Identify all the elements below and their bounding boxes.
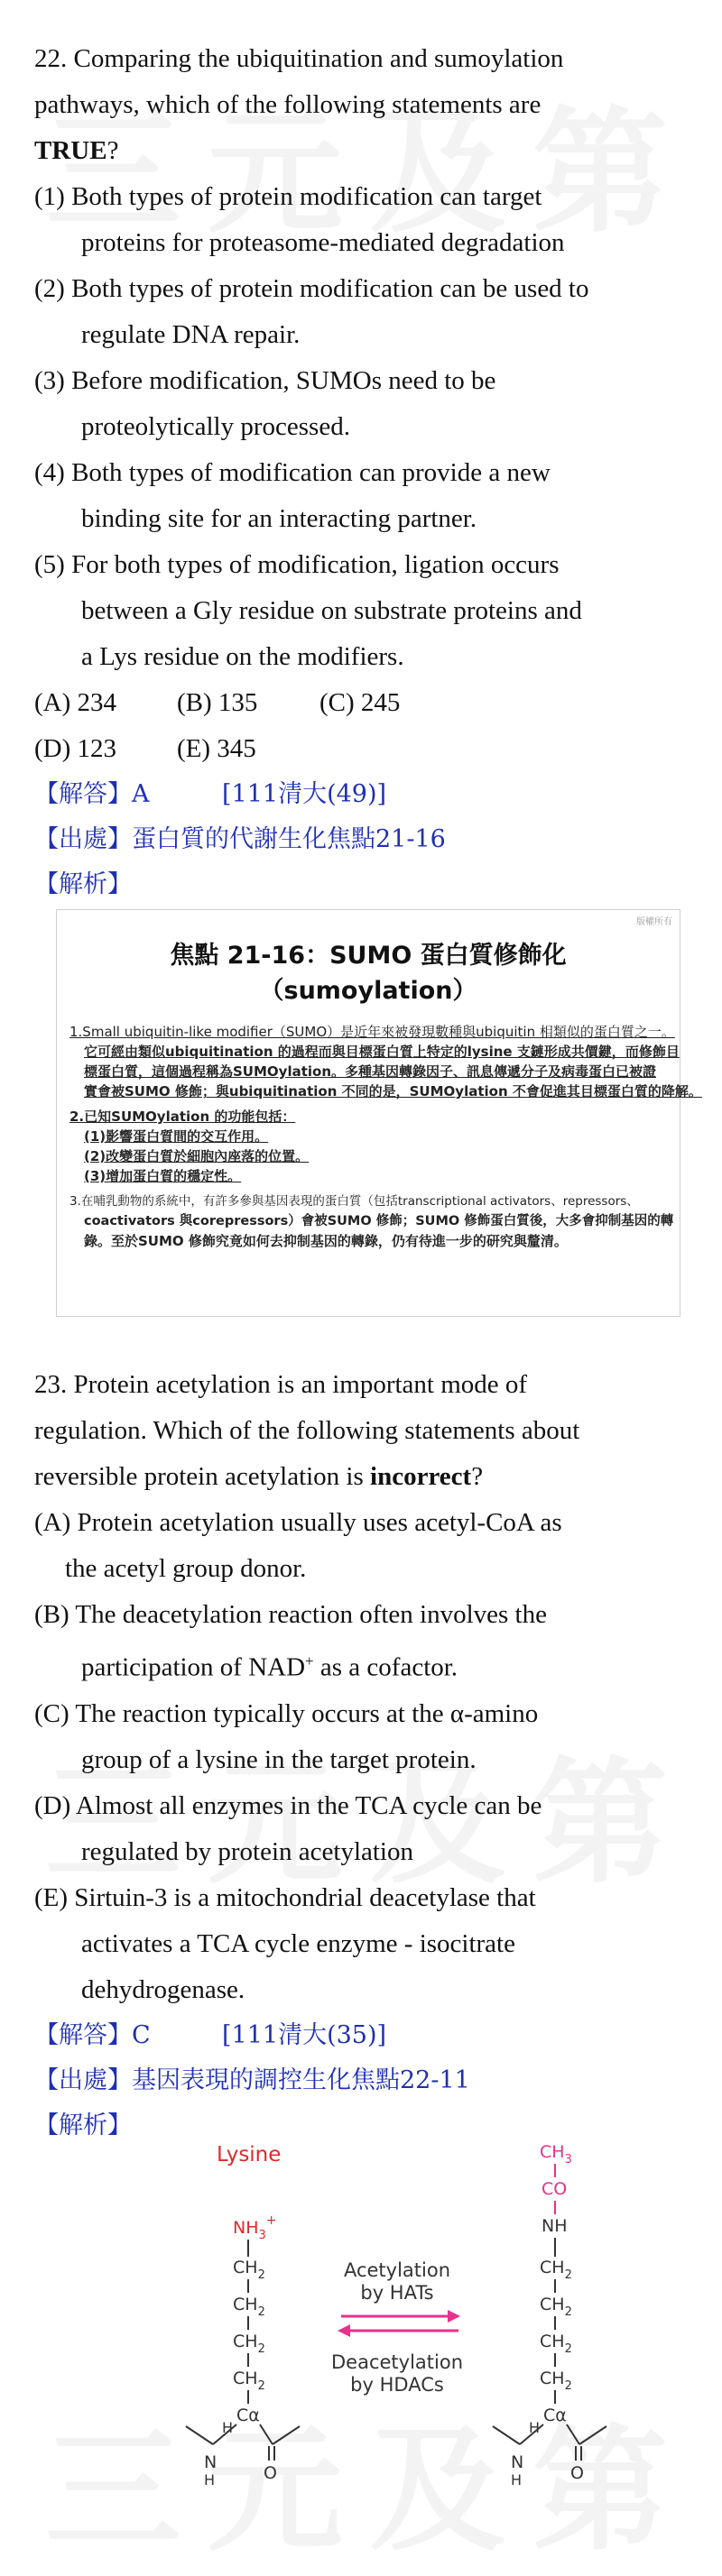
o-atom: O [264, 2463, 277, 2483]
n-atom: N [511, 2452, 524, 2472]
option-b-cont: participation of NAD+ as a cofactor. [81, 1652, 458, 1682]
answer-label: 【解答】 [34, 2020, 132, 2049]
figure-line: 1.Small ubiquitin-like modifier（SUMO）是近年來被發現數種與ubiquitin 相類似的蛋白質之一。 [69, 1024, 675, 1040]
origin-value: 蛋白質的代謝生化焦點21-16 [132, 825, 446, 853]
option-b: (B) The deacetylation reaction often involves the [34, 1600, 547, 1629]
ch2-group: $CH_2$ [233, 2258, 265, 2282]
analysis-label: 【解析】 [34, 870, 132, 898]
acetyllysine-side-chain [493, 2142, 606, 2489]
co-group: CO [542, 2179, 568, 2199]
origin-label: 【出處】 [34, 825, 132, 853]
statement-1: (1) Both types of protein modification can target [34, 182, 542, 211]
option-d: (D) Almost all enzymes in the TCA cycle can be [34, 1790, 542, 1820]
figure-line: coactivators 與corepressors）會被SUMO 修飾；SUMO 修飾蛋白質後，大多會抑制基因的轉 [84, 1214, 674, 1228]
choice-b: (B) 135 [177, 688, 258, 717]
nh3-group: $NH_3^+$ [233, 2213, 277, 2242]
n-atom: N [204, 2452, 218, 2472]
acetylation-label: Acetylation [343, 2259, 451, 2281]
answer-value: A [132, 780, 150, 808]
statement-5-cont: between a Gly residue on substrate proteins and [81, 596, 582, 625]
option-c-cont: group of a lysine in the target protein. [81, 1744, 477, 1774]
choice-d: (D) 123 [34, 734, 117, 763]
ch2-group: $CH_2$ [233, 2369, 265, 2393]
ch2-group: $CH_2$ [233, 2332, 265, 2356]
c-alpha: Cα [236, 2406, 260, 2425]
analysis-label: 【解析】 [34, 2111, 132, 2139]
statement-5-cont: a Lys residue on the modifiers. [81, 642, 404, 671]
statement-5: (5) For both types of modification, ligation occurs [34, 550, 560, 579]
origin-value: 基因表現的調控生化焦點22-11 [132, 2065, 470, 2094]
statement-3-cont: proteolytically processed. [81, 412, 350, 441]
figure-line: 3.在哺乳動物的系統中，有許多參與基因表現的蛋白質（包括transcriptional activators、repressors、 [69, 1194, 639, 1209]
reaction-arrows [331, 2259, 463, 2396]
question-stem-line: reversible protein acetylation is incorrect? [34, 1462, 484, 1491]
o-atom: O [570, 2463, 584, 2483]
deacetylation-enzyme: by HDACs [350, 2374, 444, 2396]
ch2-group: $CH_2$ [540, 2295, 572, 2319]
statement-4: (4) Both types of modification can provide a new [34, 458, 551, 487]
question-stem-line: 22. Comparing the ubiquitination and sumoylation [34, 44, 564, 73]
statement-1-cont: proteins for proteasome-mediated degradation [81, 228, 565, 257]
h-atom: H [511, 2471, 523, 2489]
option-d-cont: regulated by protein acetylation [81, 1836, 413, 1866]
figure-title: 焦點 21-16：SUMO 蛋白質修飾化（sumoylation） [170, 942, 567, 1005]
reverse-arrowhead [338, 2324, 350, 2337]
ch2-group: $CH_2$ [540, 2332, 572, 2356]
figure-line: 實會被SUMO 修飾；與ubiquitination 不同的是，SUMOylation 不會促進其目標蛋白質的降解。 [84, 1083, 702, 1099]
acetylation-enzyme: by HATs [360, 2282, 434, 2304]
ch2-group: $CH_2$ [233, 2295, 265, 2319]
figure-line: 它可經由類似ubiquitination 的過程而與目標蛋白質上特定的lysine 支鏈形成共價鍵，而修飾目 [84, 1044, 680, 1060]
figure-line: (3)增加蛋白質的穩定性。 [84, 1168, 242, 1184]
question-stem-line: pathways, which of the following statements are [34, 90, 542, 119]
option-e: (E) Sirtuin-3 is a mitochondrial deacetylase that [34, 1882, 536, 1912]
choice-a: (A) 234 [34, 688, 117, 717]
ch2-group: $CH_2$ [540, 2369, 572, 2393]
answer-source: [111清大(49)] [222, 780, 387, 808]
statement-2: (2) Both types of protein modification can be used to [34, 274, 589, 303]
option-a: (A) Protein acetylation usually uses acetyl-CoA as [34, 1508, 562, 1537]
stem-suffix: ? [106, 136, 119, 165]
question-stem-line: regulation. Which of the following statements about [34, 1416, 580, 1445]
figure-line: (1)影響蛋白質間的交互作用。 [84, 1128, 269, 1145]
answer-label: 【解答】 [34, 780, 132, 808]
ch3-group: $CH_3$ [540, 2142, 572, 2167]
statement-3: (3) Before modification, SUMOs need to be [34, 366, 496, 395]
emphasis-true: TRUE [34, 136, 107, 165]
c-alpha: Cα [543, 2406, 567, 2425]
option-e-cont: activates a TCA cycle enzyme - isocitrate [81, 1928, 515, 1958]
question-stem-line: 23. Protein acetylation is an important mode of [34, 1370, 528, 1399]
lysine-label: Lysine [217, 2143, 282, 2167]
deacetylation-label: Deacetylation [330, 2351, 464, 2373]
option-e-cont: dehydrogenase. [81, 1974, 245, 2004]
figure-line: 2.已知SUMOylation 的功能包括： [69, 1109, 296, 1125]
statement-4-cont: binding site for an interacting partner. [81, 504, 477, 533]
option-a-cont: the acetyl group donor. [65, 1554, 307, 1583]
lysine-side-chain [186, 2213, 300, 2489]
figure-line: (2)改變蛋白質於細胞內座落的位置。 [84, 1148, 310, 1164]
origin-label: 【出處】 [34, 2065, 132, 2094]
h-atom: H [222, 2419, 234, 2436]
answer-source: [111清大(35)] [222, 2020, 387, 2049]
emphasis-incorrect: incorrect [370, 1462, 472, 1491]
h-atom: H [529, 2419, 541, 2436]
choice-e: (E) 345 [177, 734, 256, 763]
figure-line: 錄。至於SUMO 修飾究竟如何去抑制基因的轉錄，仍有待進一步的研究與釐清。 [84, 1233, 568, 1249]
option-c: (C) The reaction typically occurs at the α-amino [34, 1698, 539, 1728]
answer-value: C [132, 2020, 151, 2049]
forward-arrowhead [448, 2310, 460, 2323]
statement-2-cont: regulate DNA repair. [81, 320, 301, 349]
h-atom: H [204, 2471, 216, 2489]
figure-corner-mark: 版權所有 [636, 917, 672, 927]
choice-c: (C) 245 [319, 688, 401, 717]
ch2-group: $CH_2$ [540, 2258, 572, 2282]
nh-group: NH [542, 2216, 568, 2236]
figure-line: 標蛋白質，這個過程稱為SUMOylation。多種基因轉錄因子、訊息傳遞分子及病毒蛋白已被證 [84, 1063, 657, 1080]
